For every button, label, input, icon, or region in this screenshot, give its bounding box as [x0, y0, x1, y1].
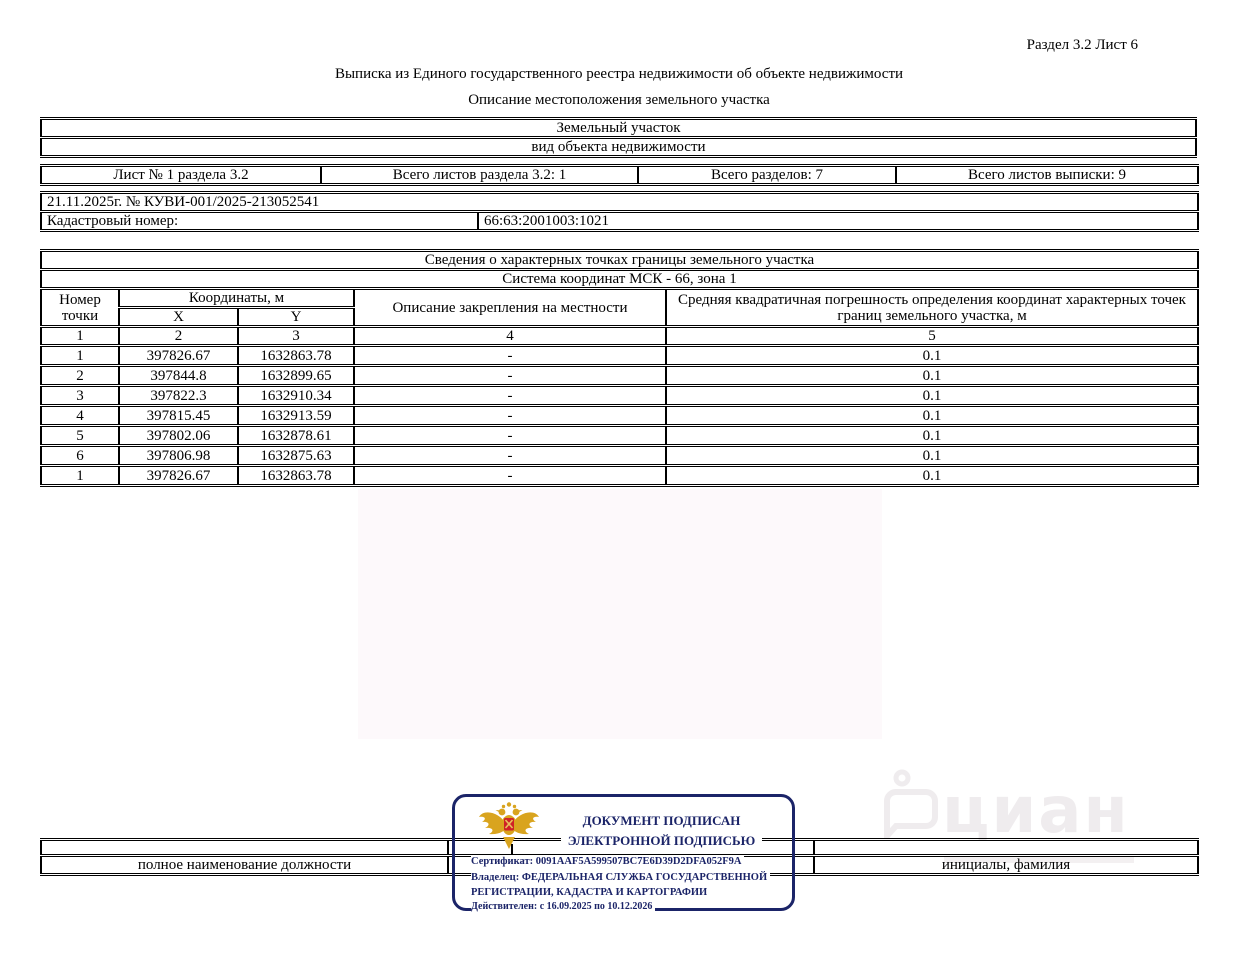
table-cell: 6 [41, 446, 119, 466]
table-row [41, 426, 1198, 446]
header-y: Y [238, 308, 354, 327]
coat-of-arms-icon [477, 801, 541, 853]
table-cell: 0.1 [666, 466, 1198, 486]
cadastral-number-label: Кадастровый номер: [41, 212, 478, 231]
header-coordinates: Координаты, м [119, 289, 354, 308]
table-cell: - [354, 426, 666, 446]
digital-signature-stamp [452, 794, 795, 911]
total-section-sheets-cell: Всего листов раздела 3.2: 1 [321, 166, 638, 185]
header-x: X [119, 308, 238, 327]
stamp-owner-line2-text: РЕГИСТРАЦИИ, КАДАСТРА И КАРТОГРАФИИ [471, 886, 710, 899]
table-cell: 0.1 [666, 446, 1198, 466]
table-cell: - [354, 366, 666, 386]
table-cell: - [354, 446, 666, 466]
table-cell: - [354, 386, 666, 406]
signature-empty-cell [814, 840, 1198, 856]
table-cell: 397844.8 [119, 366, 238, 386]
table-cell: 0.1 [666, 366, 1198, 386]
table-cell: 397826.67 [119, 346, 238, 366]
table-row [41, 138, 1196, 157]
table-row [41, 466, 1198, 486]
stamp-owner-line1-text: Владелец: ФЕДЕРАЛЬНАЯ СЛУЖБА ГОСУДАРСТВЕННОЙ [471, 871, 770, 884]
cadastral-number-value: 66:63:2001003:1021 [478, 212, 1198, 231]
table-row [41, 346, 1198, 366]
table-cell: 397806.98 [119, 446, 238, 466]
table-row [41, 446, 1198, 466]
object-type-table [40, 117, 1197, 158]
points-table-title: Сведения о характерных точках границы земельного участка [41, 251, 1198, 270]
table-cell: 3 [41, 386, 119, 406]
table-cell: 1632899.65 [238, 366, 354, 386]
table-row [41, 193, 1198, 212]
table-cell: 0.1 [666, 346, 1198, 366]
column-number: 4 [354, 327, 666, 346]
table-cell: 1 [41, 346, 119, 366]
table-cell: 397822.3 [119, 386, 238, 406]
points-table-body [41, 346, 1198, 486]
table-cell: 5 [41, 426, 119, 446]
table-cell: 2 [41, 366, 119, 386]
column-number: 3 [238, 327, 354, 346]
stamp-validity-text: Действителен: с 16.09.2025 по 10.12.2026 [471, 900, 655, 913]
stamp-certificate-text: Сертификат: 0091AAF5A599507BC7E6D39D2DFA052F9A [471, 855, 744, 868]
object-type-caption: вид объекта недвижимости [41, 138, 1196, 157]
table-row [41, 251, 1198, 270]
table-row [41, 289, 1198, 308]
table-cell: 0.1 [666, 386, 1198, 406]
table-cell: 397815.45 [119, 406, 238, 426]
table-row [41, 366, 1198, 386]
table-cell: 1632875.63 [238, 446, 354, 466]
table-cell: 1632863.78 [238, 466, 354, 486]
position-title-label: полное наименование должности [41, 856, 448, 875]
coordinate-system-label: Система координат МСК - 66, зона 1 [41, 270, 1198, 289]
stamp-title-line2 [539, 832, 784, 850]
stamp-title-line1 [539, 812, 784, 830]
column-number: 1 [41, 327, 119, 346]
boundary-points-table [40, 249, 1197, 487]
column-number: 2 [119, 327, 238, 346]
table-row [41, 327, 1198, 346]
total-extract-sheets-cell: Всего листов выписки: 9 [896, 166, 1198, 185]
initials-surname-label: инициалы, фамилия [814, 856, 1198, 875]
column-number: 5 [666, 327, 1198, 346]
sheets-summary-table [40, 164, 1197, 186]
request-info-table [40, 191, 1197, 232]
signature-empty-cell [41, 840, 448, 856]
table-row [41, 212, 1198, 231]
table-row [41, 386, 1198, 406]
document-title: Выписка из Единого государственного реестра недвижимости об объекте недвижимости [334, 66, 904, 82]
pale-watermark-area [358, 489, 882, 739]
document-subtitle: Описание местоположения земельного участка [468, 92, 770, 108]
table-cell: 397802.06 [119, 426, 238, 446]
table-cell: - [354, 406, 666, 426]
table-cell: 1632910.34 [238, 386, 354, 406]
header-description: Описание закрепления на местности [354, 289, 666, 327]
table-row [41, 270, 1198, 289]
table-cell: 1 [41, 466, 119, 486]
total-sections-cell: Всего разделов: 7 [638, 166, 896, 185]
header-rmse: Средняя квадратичная погрешность определения координат характерных точек границ земельного участка, м [666, 289, 1198, 327]
table-cell: 4 [41, 406, 119, 426]
stamp-validity-line [471, 896, 655, 914]
stamp-title-line2-text: ЭЛЕКТРОННОЙ ПОДПИСЬЮ [561, 833, 763, 848]
stamp-title-line1-text: ДОКУМЕНТ ПОДПИСАН [576, 813, 748, 828]
table-row [41, 119, 1196, 138]
table-row [41, 166, 1198, 185]
table-cell: 0.1 [666, 406, 1198, 426]
table-row [41, 406, 1198, 426]
table-cell: - [354, 466, 666, 486]
request-date-number: 21.11.2025г. № КУВИ-001/2025-213052541 [41, 193, 1198, 212]
watermark-text: циан [942, 774, 1130, 848]
header-point-number: Номер точки [41, 289, 119, 327]
table-cell: 1632913.59 [238, 406, 354, 426]
section-sheet-label: Раздел 3.2 Лист 6 [1026, 37, 1138, 53]
sheet-number-cell: Лист № 1 раздела 3.2 [41, 166, 321, 185]
cian-pin-icon [880, 768, 942, 838]
table-cell: 1632878.61 [238, 426, 354, 446]
object-type-value: Земельный участок [41, 119, 1196, 138]
table-cell: 1632863.78 [238, 346, 354, 366]
table-cell: - [354, 346, 666, 366]
table-cell: 0.1 [666, 426, 1198, 446]
table-cell: 397826.67 [119, 466, 238, 486]
